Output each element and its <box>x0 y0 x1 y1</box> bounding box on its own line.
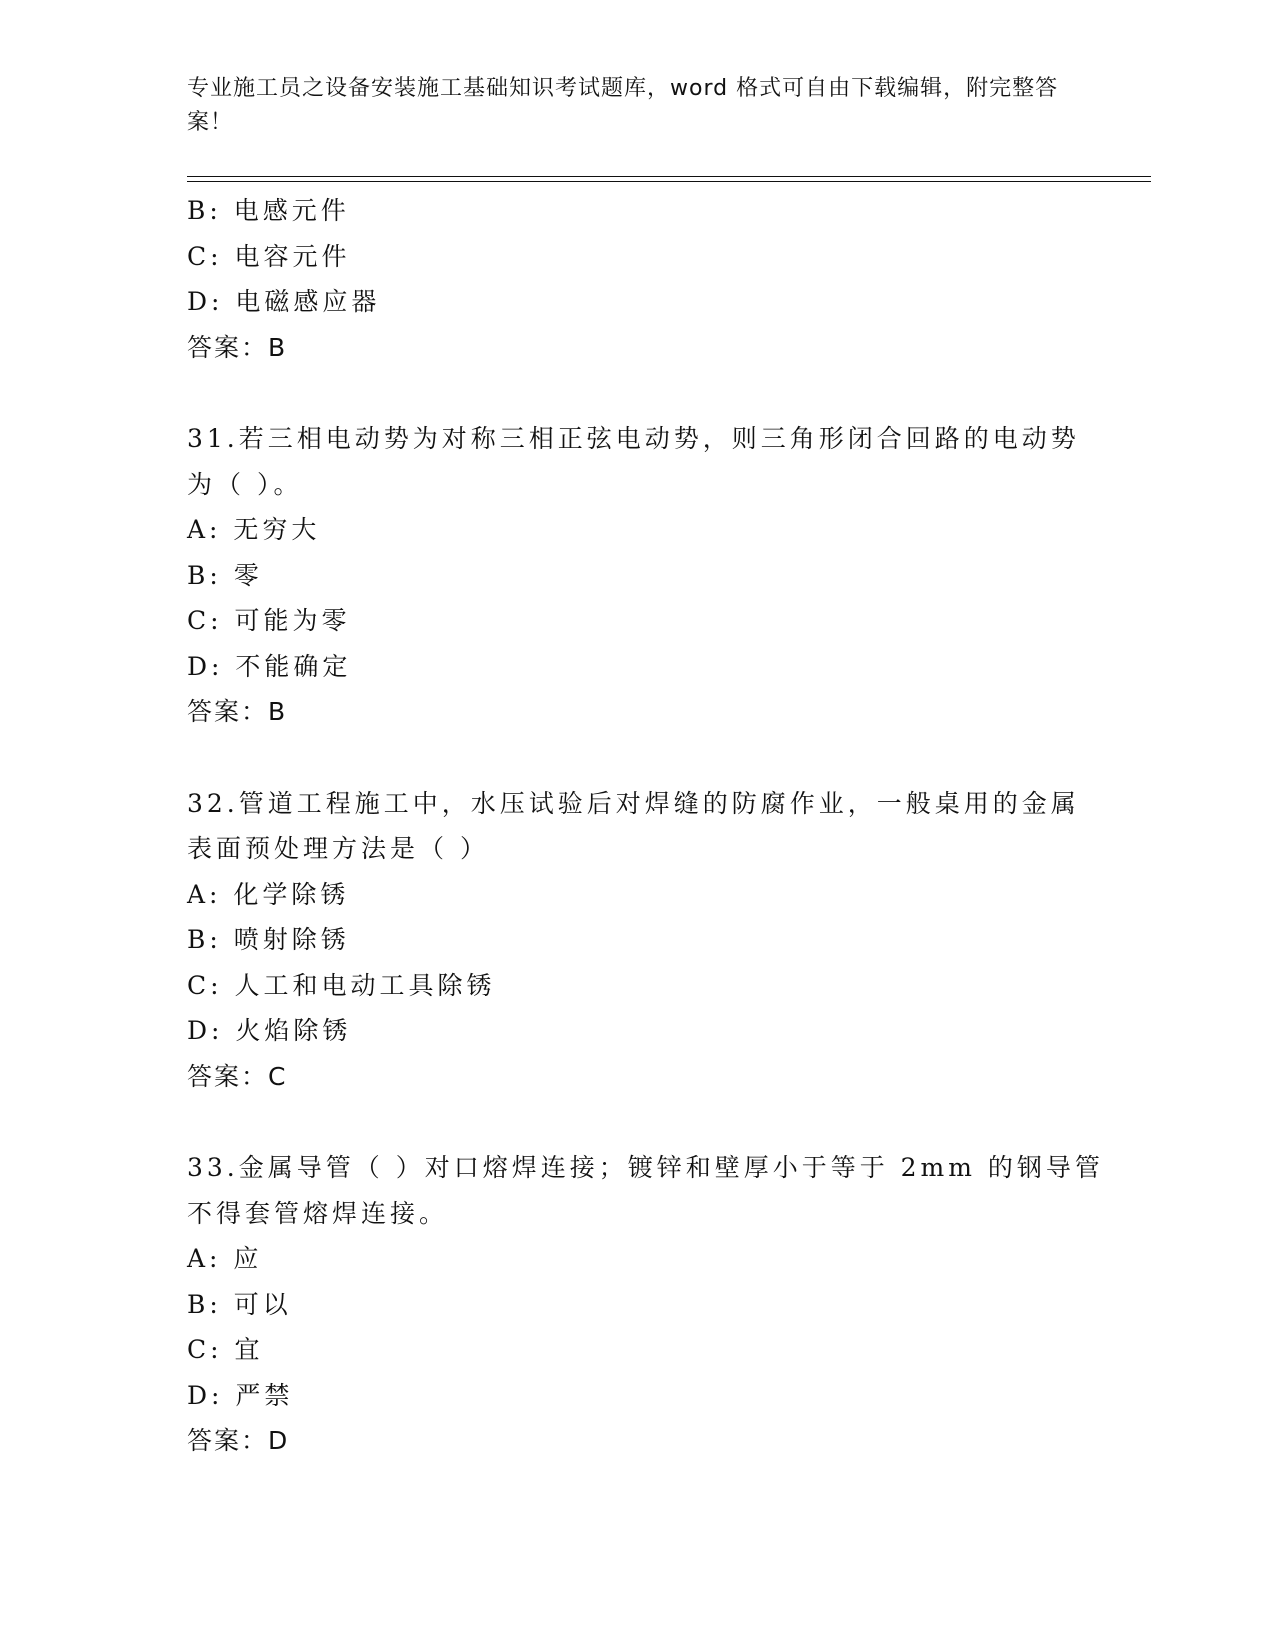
question-stem: 31.若三相电动势为对称三相正弦电动势，则三角形闭合回路的电动势 <box>187 424 1080 453</box>
option-a: A: 无穷大 <box>187 515 321 544</box>
question-stem-continued: 表面预处理方法是（ ） <box>187 834 489 863</box>
question-30-fragment <box>187 188 1087 370</box>
question-31 <box>187 416 1087 735</box>
option-b: B: 电感元件 <box>187 196 350 225</box>
option-d: D: 不能确定 <box>187 651 352 681</box>
answer-line: 答案：D <box>187 1426 290 1455</box>
question-33 <box>187 1145 1104 1464</box>
option-c: C: 宜 <box>187 1335 264 1364</box>
option-d: D: 严禁 <box>187 1380 294 1410</box>
spacer <box>187 1099 1087 1145</box>
question-32 <box>187 781 1087 1100</box>
question-content <box>187 188 1104 1464</box>
header-rule-top <box>187 176 1151 177</box>
option-c: C: 电容元件 <box>187 241 351 271</box>
option-c: C: 人工和电动工具除锈 <box>187 970 496 1000</box>
option-b: B: 可以 <box>187 1289 292 1319</box>
spacer <box>187 370 1087 416</box>
option-a: A: 应 <box>187 1244 263 1273</box>
answer-line: 答案：C <box>187 1061 288 1091</box>
answer-line: 答案：B <box>187 697 288 726</box>
option-d: D: 电磁感应器 <box>187 287 381 316</box>
question-stem-continued: 不得套管熔焊连接。 <box>187 1198 449 1228</box>
spacer <box>187 735 1087 781</box>
option-a: A: 化学除锈 <box>187 879 350 909</box>
question-stem-continued: 为（ ）。 <box>187 469 303 499</box>
answer-line: 答案：B <box>187 332 288 362</box>
option-b: B: 喷射除锈 <box>187 925 350 954</box>
document-header: 专业施工员之设备安装施工基础知识考试题库，word 格式可自由下载编辑，附完整答案！ <box>187 76 1059 135</box>
option-b: B: 零 <box>187 560 263 590</box>
option-d: D: 火焰除锈 <box>187 1016 352 1045</box>
question-stem: 33.金属导管（ ）对口熔焊连接；镀锌和壁厚小于等于 2mm 的钢导管 <box>187 1153 1104 1182</box>
header-rule-bottom <box>187 181 1151 182</box>
option-c: C: 可能为零 <box>187 606 351 635</box>
question-stem: 32.管道工程施工中，水压试验后对焊缝的防腐作业，一般桌用的金属 <box>187 788 1080 818</box>
